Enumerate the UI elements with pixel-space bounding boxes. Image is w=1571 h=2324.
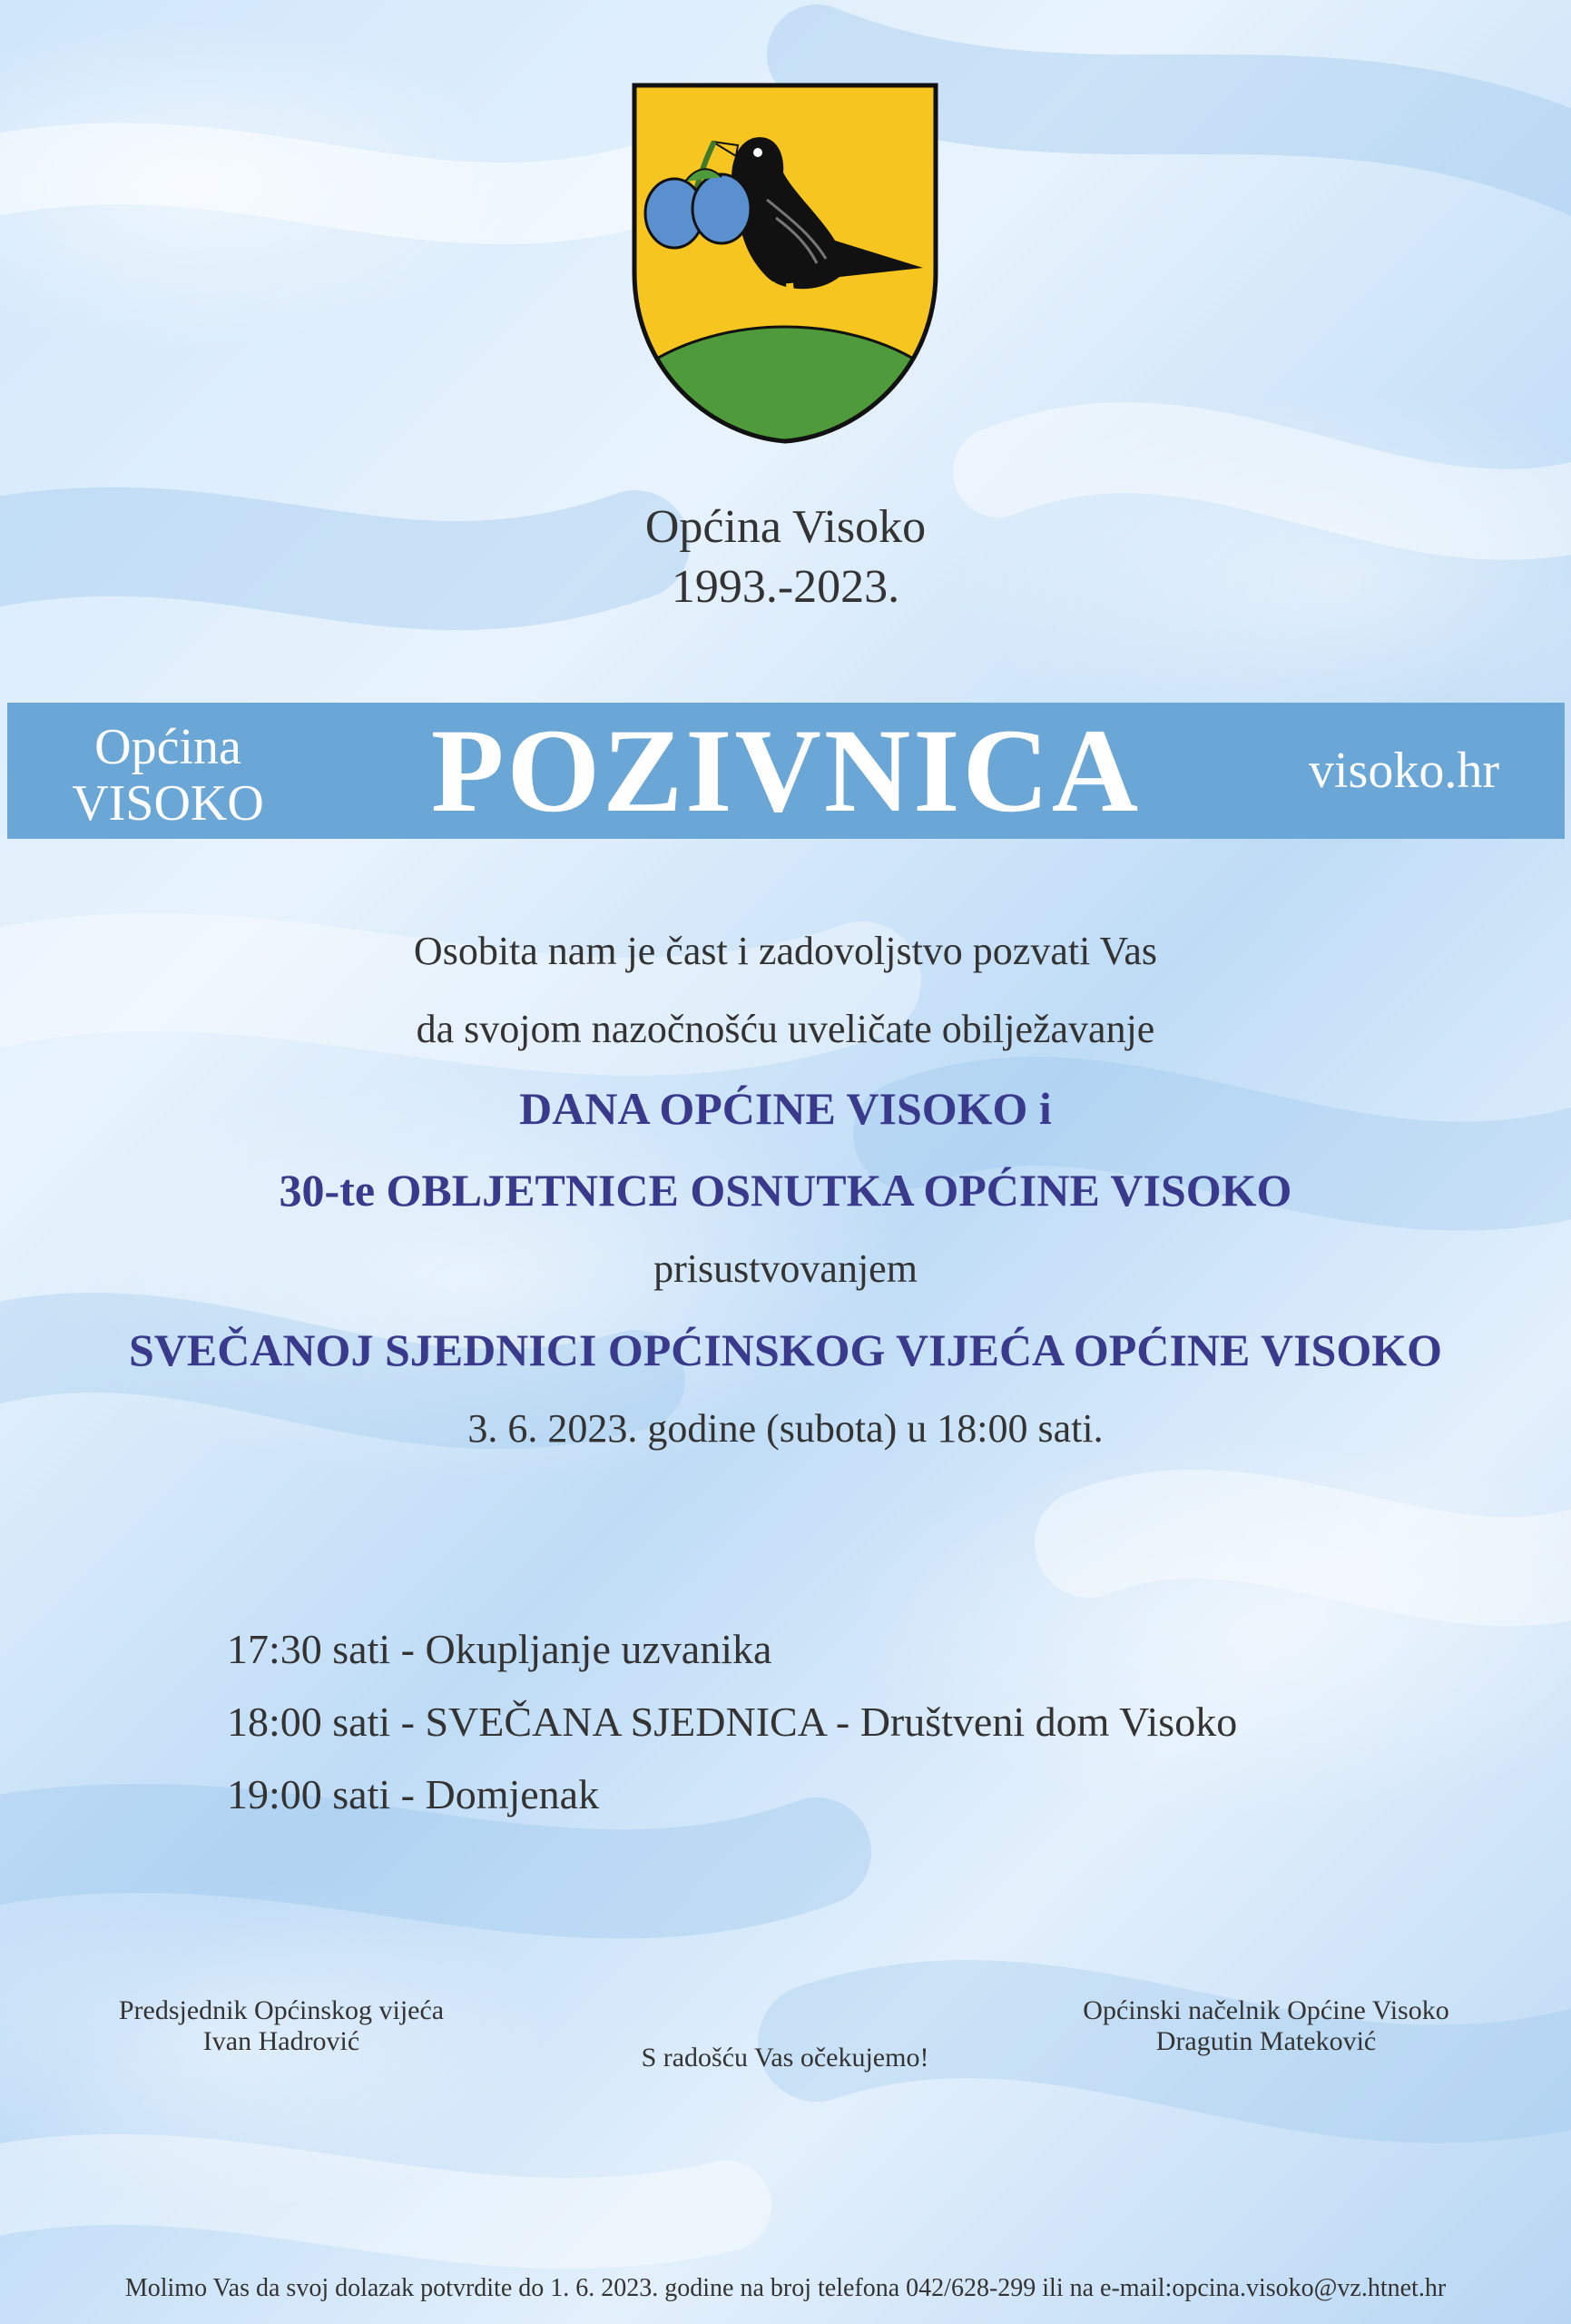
banner-website: visoko.hr [1309,743,1499,799]
anniversary-years: 1993.-2023. [671,561,900,613]
banner-title: POZIVNICA [430,704,1142,837]
invitation-line-5: prisustvovanjem [653,1246,918,1291]
signature-left-name: Ivan Hadrović [202,2026,360,2056]
invitation-emphasis-1: DANA OPĆINE VISOKO i [519,1083,1052,1134]
program-item-1: 17:30 sati - Okupljanje uzvanika [227,1626,772,1672]
program-item-2: 18:00 sati - SVEČANA SJEDNICA - Društveni dom Visoko [227,1699,1238,1745]
signature-right-title: Općinski načelnik Općine Visoko [1083,1995,1449,2025]
banner-left-line2: VISOKO [72,775,264,832]
signature-right-name: Dragutin Mateković [1155,2026,1377,2056]
rsvp-footer: Molimo Vas da svoj dolazak potvrdite do 1. 6. 2023. godine na broj telefona 042/628-299 ili na e-mail:opcina.visoko@vz.htnet.hr [124,2274,1447,2302]
banner-municipality-label [54,719,281,832]
coat-of-arms-bird-with-plums-icon [631,82,939,445]
event-date: 3. 6. 2023. godine (subota) u 18:00 sati. [467,1406,1104,1451]
invitation-line-1: Osobita nam je čast i zadovoljstvo pozvati Vas [413,929,1158,973]
signature-right [1035,1995,1497,2057]
municipality-name: Općina Visoko [644,501,927,553]
title-banner [7,703,1565,839]
header-block [0,497,1571,617]
program-item-3: 19:00 sati - Domjenak [227,1771,600,1817]
invitation-emphasis-2: 30-te OBLJETNICE OSNUTKA OPĆINE VISOKO [279,1165,1292,1216]
invitation-line-2: da svojom nazočnošću uveličate obilježavanje [416,1007,1155,1051]
invitation-emphasis-3: SVEČANOJ SJEDNICI OPĆINSKOG VIJEĆA OPĆINE VISOKO [128,1324,1443,1375]
banner-left-line1: Općina [94,719,241,775]
signature-left-title: Predsjednik Općinskog vijeća [118,1995,445,2025]
closing-greeting: S radošću Vas očekujemo! [641,2043,929,2073]
signature-left [91,1995,472,2057]
